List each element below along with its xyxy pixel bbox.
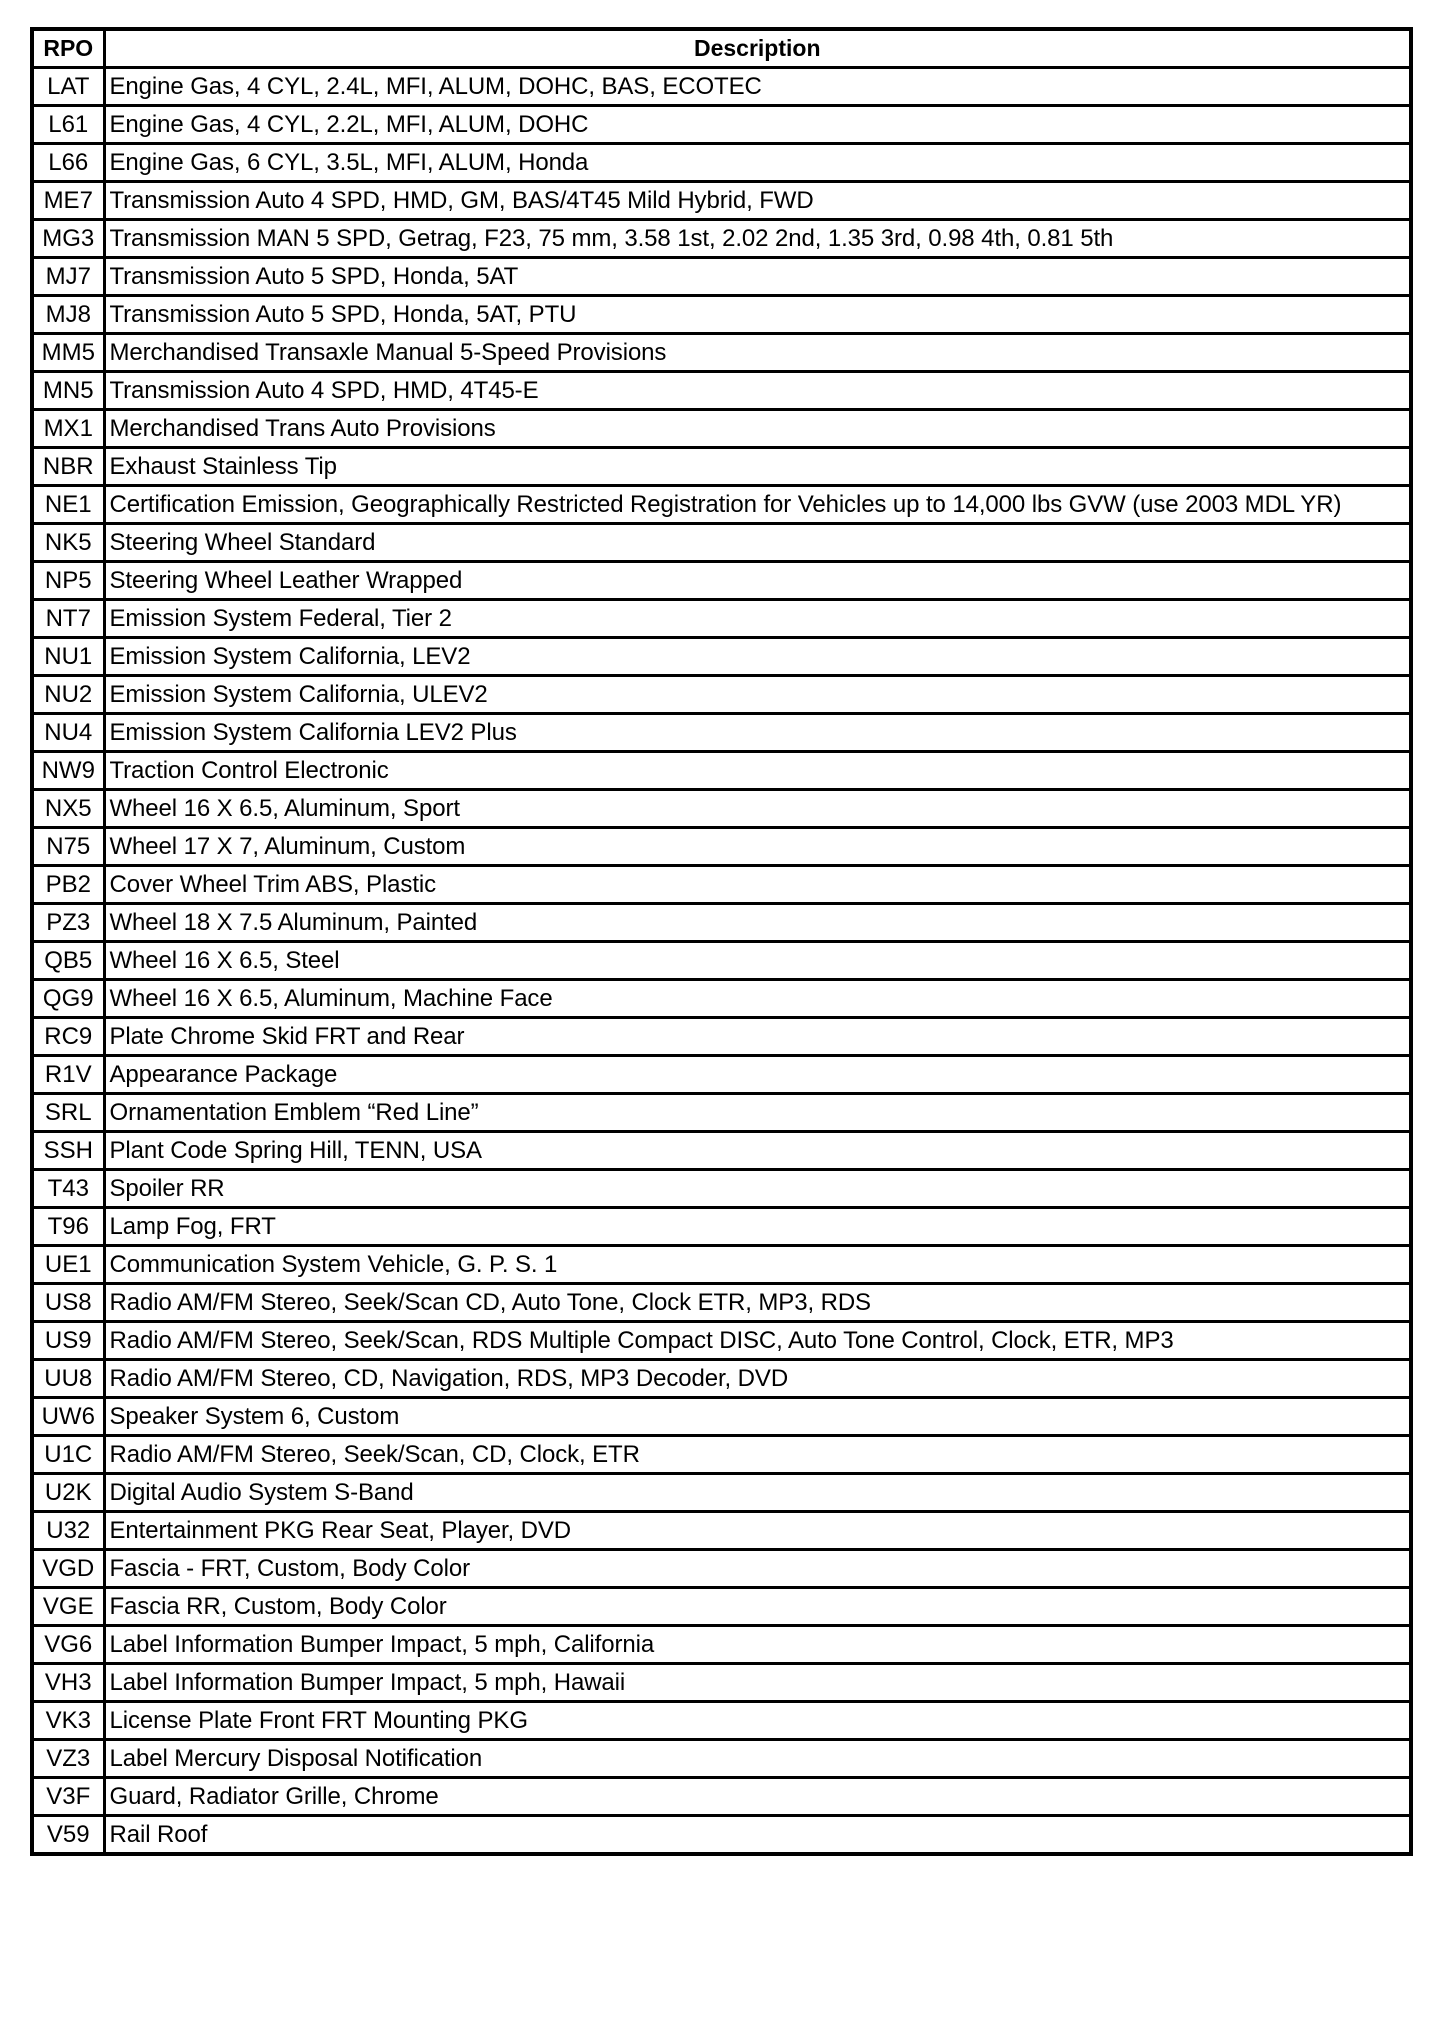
description-cell: Transmission MAN 5 SPD, Getrag, F23, 75 mm, 3.58 1st, 2.02 2nd, 1.35 3rd, 0.98 4th, 0.81 5th — [104, 220, 1411, 258]
description-cell: Cover Wheel Trim ABS, Plastic — [104, 866, 1411, 904]
table-row — [32, 448, 1411, 486]
table-row — [32, 144, 1411, 182]
table-row — [32, 1550, 1411, 1588]
rpo-code-cell: LAT — [32, 68, 104, 106]
description-cell: Merchandised Trans Auto Provisions — [104, 410, 1411, 448]
description-cell: Entertainment PKG Rear Seat, Player, DVD — [104, 1512, 1411, 1550]
table-row — [32, 562, 1411, 600]
description-cell: Transmission Auto 4 SPD, HMD, GM, BAS/4T45 Mild Hybrid, FWD — [104, 182, 1411, 220]
table-row — [32, 1778, 1411, 1816]
table-row — [32, 1170, 1411, 1208]
description-cell: Speaker System 6, Custom — [104, 1398, 1411, 1436]
rpo-code-cell: US8 — [32, 1284, 104, 1322]
description-cell: Engine Gas, 4 CYL, 2.4L, MFI, ALUM, DOHC, BAS, ECOTEC — [104, 68, 1411, 106]
rpo-code-cell: V3F — [32, 1778, 104, 1816]
table-row — [32, 828, 1411, 866]
description-cell: Radio AM/FM Stereo, CD, Navigation, RDS, MP3 Decoder, DVD — [104, 1360, 1411, 1398]
rpo-code-cell: MJ8 — [32, 296, 104, 334]
description-cell: Wheel 16 X 6.5, Steel — [104, 942, 1411, 980]
rpo-code-cell: UU8 — [32, 1360, 104, 1398]
rpo-code-cell: NU2 — [32, 676, 104, 714]
description-cell: Transmission Auto 5 SPD, Honda, 5AT, PTU — [104, 296, 1411, 334]
table-row — [32, 1436, 1411, 1474]
rpo-code-cell: US9 — [32, 1322, 104, 1360]
rpo-code-cell: MN5 — [32, 372, 104, 410]
rpo-code-cell: UW6 — [32, 1398, 104, 1436]
description-cell: Plate Chrome Skid FRT and Rear — [104, 1018, 1411, 1056]
description-cell: Label Information Bumper Impact, 5 mph, Hawaii — [104, 1664, 1411, 1702]
description-cell: Steering Wheel Leather Wrapped — [104, 562, 1411, 600]
table-row — [32, 1322, 1411, 1360]
rpo-code-cell: U32 — [32, 1512, 104, 1550]
description-cell: Appearance Package — [104, 1056, 1411, 1094]
rpo-code-cell: ME7 — [32, 182, 104, 220]
table-row — [32, 372, 1411, 410]
rpo-code-cell: U1C — [32, 1436, 104, 1474]
description-cell: Transmission Auto 4 SPD, HMD, 4T45-E — [104, 372, 1411, 410]
rpo-code-cell: NU1 — [32, 638, 104, 676]
table-row — [32, 258, 1411, 296]
description-cell: Spoiler RR — [104, 1170, 1411, 1208]
description-cell: Certification Emission, Geographically Restricted Registration for Vehicles up to 14,000 lbs GVW (use 2003 MDL YR) — [104, 486, 1411, 524]
rpo-code-cell: SSH — [32, 1132, 104, 1170]
rpo-code-cell: V59 — [32, 1816, 104, 1855]
rpo-code-cell: NW9 — [32, 752, 104, 790]
table-row — [32, 1360, 1411, 1398]
column-header-description: Description — [104, 29, 1411, 68]
description-cell: Wheel 18 X 7.5 Aluminum, Painted — [104, 904, 1411, 942]
table-row — [32, 296, 1411, 334]
description-cell: Ornamentation Emblem “Red Line” — [104, 1094, 1411, 1132]
rpo-code-cell: NBR — [32, 448, 104, 486]
table-row — [32, 1702, 1411, 1740]
table-row — [32, 1740, 1411, 1778]
description-cell: Merchandised Transaxle Manual 5-Speed Provisions — [104, 334, 1411, 372]
rpo-code-cell: MJ7 — [32, 258, 104, 296]
table-row — [32, 790, 1411, 828]
table-row — [32, 676, 1411, 714]
description-cell: Label Mercury Disposal Notification — [104, 1740, 1411, 1778]
table-row — [32, 220, 1411, 258]
rpo-code-cell: NT7 — [32, 600, 104, 638]
rpo-code-cell: MG3 — [32, 220, 104, 258]
rpo-table — [30, 27, 1413, 1856]
description-cell: Guard, Radiator Grille, Chrome — [104, 1778, 1411, 1816]
rpo-code-cell: VGD — [32, 1550, 104, 1588]
table-row — [32, 1626, 1411, 1664]
table-row — [32, 1512, 1411, 1550]
description-cell: Traction Control Electronic — [104, 752, 1411, 790]
rpo-code-cell: R1V — [32, 1056, 104, 1094]
rpo-code-cell: VZ3 — [32, 1740, 104, 1778]
description-cell: Fascia - FRT, Custom, Body Color — [104, 1550, 1411, 1588]
description-cell: Emission System Federal, Tier 2 — [104, 600, 1411, 638]
description-cell: Plant Code Spring Hill, TENN, USA — [104, 1132, 1411, 1170]
table-row — [32, 1246, 1411, 1284]
rpo-code-cell: T43 — [32, 1170, 104, 1208]
table-row — [32, 1816, 1411, 1855]
description-cell: Wheel 16 X 6.5, Aluminum, Machine Face — [104, 980, 1411, 1018]
table-row — [32, 486, 1411, 524]
description-cell: Radio AM/FM Stereo, Seek/Scan, CD, Clock, ETR — [104, 1436, 1411, 1474]
rpo-code-cell: NX5 — [32, 790, 104, 828]
column-header-rpo: RPO — [32, 29, 104, 68]
table-row — [32, 1588, 1411, 1626]
description-cell: Engine Gas, 4 CYL, 2.2L, MFI, ALUM, DOHC — [104, 106, 1411, 144]
rpo-code-cell: L61 — [32, 106, 104, 144]
table-row — [32, 1132, 1411, 1170]
description-cell: Engine Gas, 6 CYL, 3.5L, MFI, ALUM, Honda — [104, 144, 1411, 182]
table-row — [32, 1284, 1411, 1322]
rpo-code-cell: UE1 — [32, 1246, 104, 1284]
description-cell: Wheel 16 X 6.5, Aluminum, Sport — [104, 790, 1411, 828]
table-row — [32, 410, 1411, 448]
table-row — [32, 1208, 1411, 1246]
table-row — [32, 1018, 1411, 1056]
table-header-row — [32, 29, 1411, 68]
table-row — [32, 1474, 1411, 1512]
rpo-code-cell: NU4 — [32, 714, 104, 752]
rpo-code-cell: SRL — [32, 1094, 104, 1132]
table-row — [32, 600, 1411, 638]
rpo-code-cell: VH3 — [32, 1664, 104, 1702]
description-cell: Emission System California, LEV2 — [104, 638, 1411, 676]
table-row — [32, 334, 1411, 372]
description-cell: Communication System Vehicle, G. P. S. 1 — [104, 1246, 1411, 1284]
rpo-code-cell: T96 — [32, 1208, 104, 1246]
table-row — [32, 980, 1411, 1018]
table-row — [32, 638, 1411, 676]
rpo-code-cell: NK5 — [32, 524, 104, 562]
description-cell: Digital Audio System S-Band — [104, 1474, 1411, 1512]
table-row — [32, 524, 1411, 562]
description-cell: Radio AM/FM Stereo, Seek/Scan CD, Auto Tone, Clock ETR, MP3, RDS — [104, 1284, 1411, 1322]
description-cell: Lamp Fog, FRT — [104, 1208, 1411, 1246]
rpo-code-cell: L66 — [32, 144, 104, 182]
table-row — [32, 182, 1411, 220]
rpo-code-cell: U2K — [32, 1474, 104, 1512]
description-cell: Fascia RR, Custom, Body Color — [104, 1588, 1411, 1626]
table-row — [32, 1398, 1411, 1436]
description-cell: Wheel 17 X 7, Aluminum, Custom — [104, 828, 1411, 866]
rpo-code-cell: PZ3 — [32, 904, 104, 942]
rpo-code-cell: N75 — [32, 828, 104, 866]
description-cell: Transmission Auto 5 SPD, Honda, 5AT — [104, 258, 1411, 296]
rpo-code-cell: MX1 — [32, 410, 104, 448]
table-row — [32, 1094, 1411, 1132]
table-row — [32, 68, 1411, 106]
rpo-code-cell: NP5 — [32, 562, 104, 600]
table-row — [32, 752, 1411, 790]
rpo-code-cell: QG9 — [32, 980, 104, 1018]
table-row — [32, 904, 1411, 942]
description-cell: Emission System California, ULEV2 — [104, 676, 1411, 714]
rpo-code-cell: RC9 — [32, 1018, 104, 1056]
description-cell: Label Information Bumper Impact, 5 mph, California — [104, 1626, 1411, 1664]
rpo-code-cell: VK3 — [32, 1702, 104, 1740]
rpo-code-cell: PB2 — [32, 866, 104, 904]
description-cell: License Plate Front FRT Mounting PKG — [104, 1702, 1411, 1740]
description-cell: Emission System California LEV2 Plus — [104, 714, 1411, 752]
description-cell: Rail Roof — [104, 1816, 1411, 1855]
rpo-code-cell: VGE — [32, 1588, 104, 1626]
rpo-code-cell: NE1 — [32, 486, 104, 524]
description-cell: Steering Wheel Standard — [104, 524, 1411, 562]
description-cell: Radio AM/FM Stereo, Seek/Scan, RDS Multiple Compact DISC, Auto Tone Control, Clock, ETR, MP3 — [104, 1322, 1411, 1360]
table-row — [32, 106, 1411, 144]
rpo-code-cell: MM5 — [32, 334, 104, 372]
table-row — [32, 1664, 1411, 1702]
table-row — [32, 714, 1411, 752]
table-row — [32, 866, 1411, 904]
table-row — [32, 942, 1411, 980]
table-body — [32, 68, 1411, 1855]
rpo-code-cell: QB5 — [32, 942, 104, 980]
rpo-code-cell: VG6 — [32, 1626, 104, 1664]
table-row — [32, 1056, 1411, 1094]
description-cell: Exhaust Stainless Tip — [104, 448, 1411, 486]
